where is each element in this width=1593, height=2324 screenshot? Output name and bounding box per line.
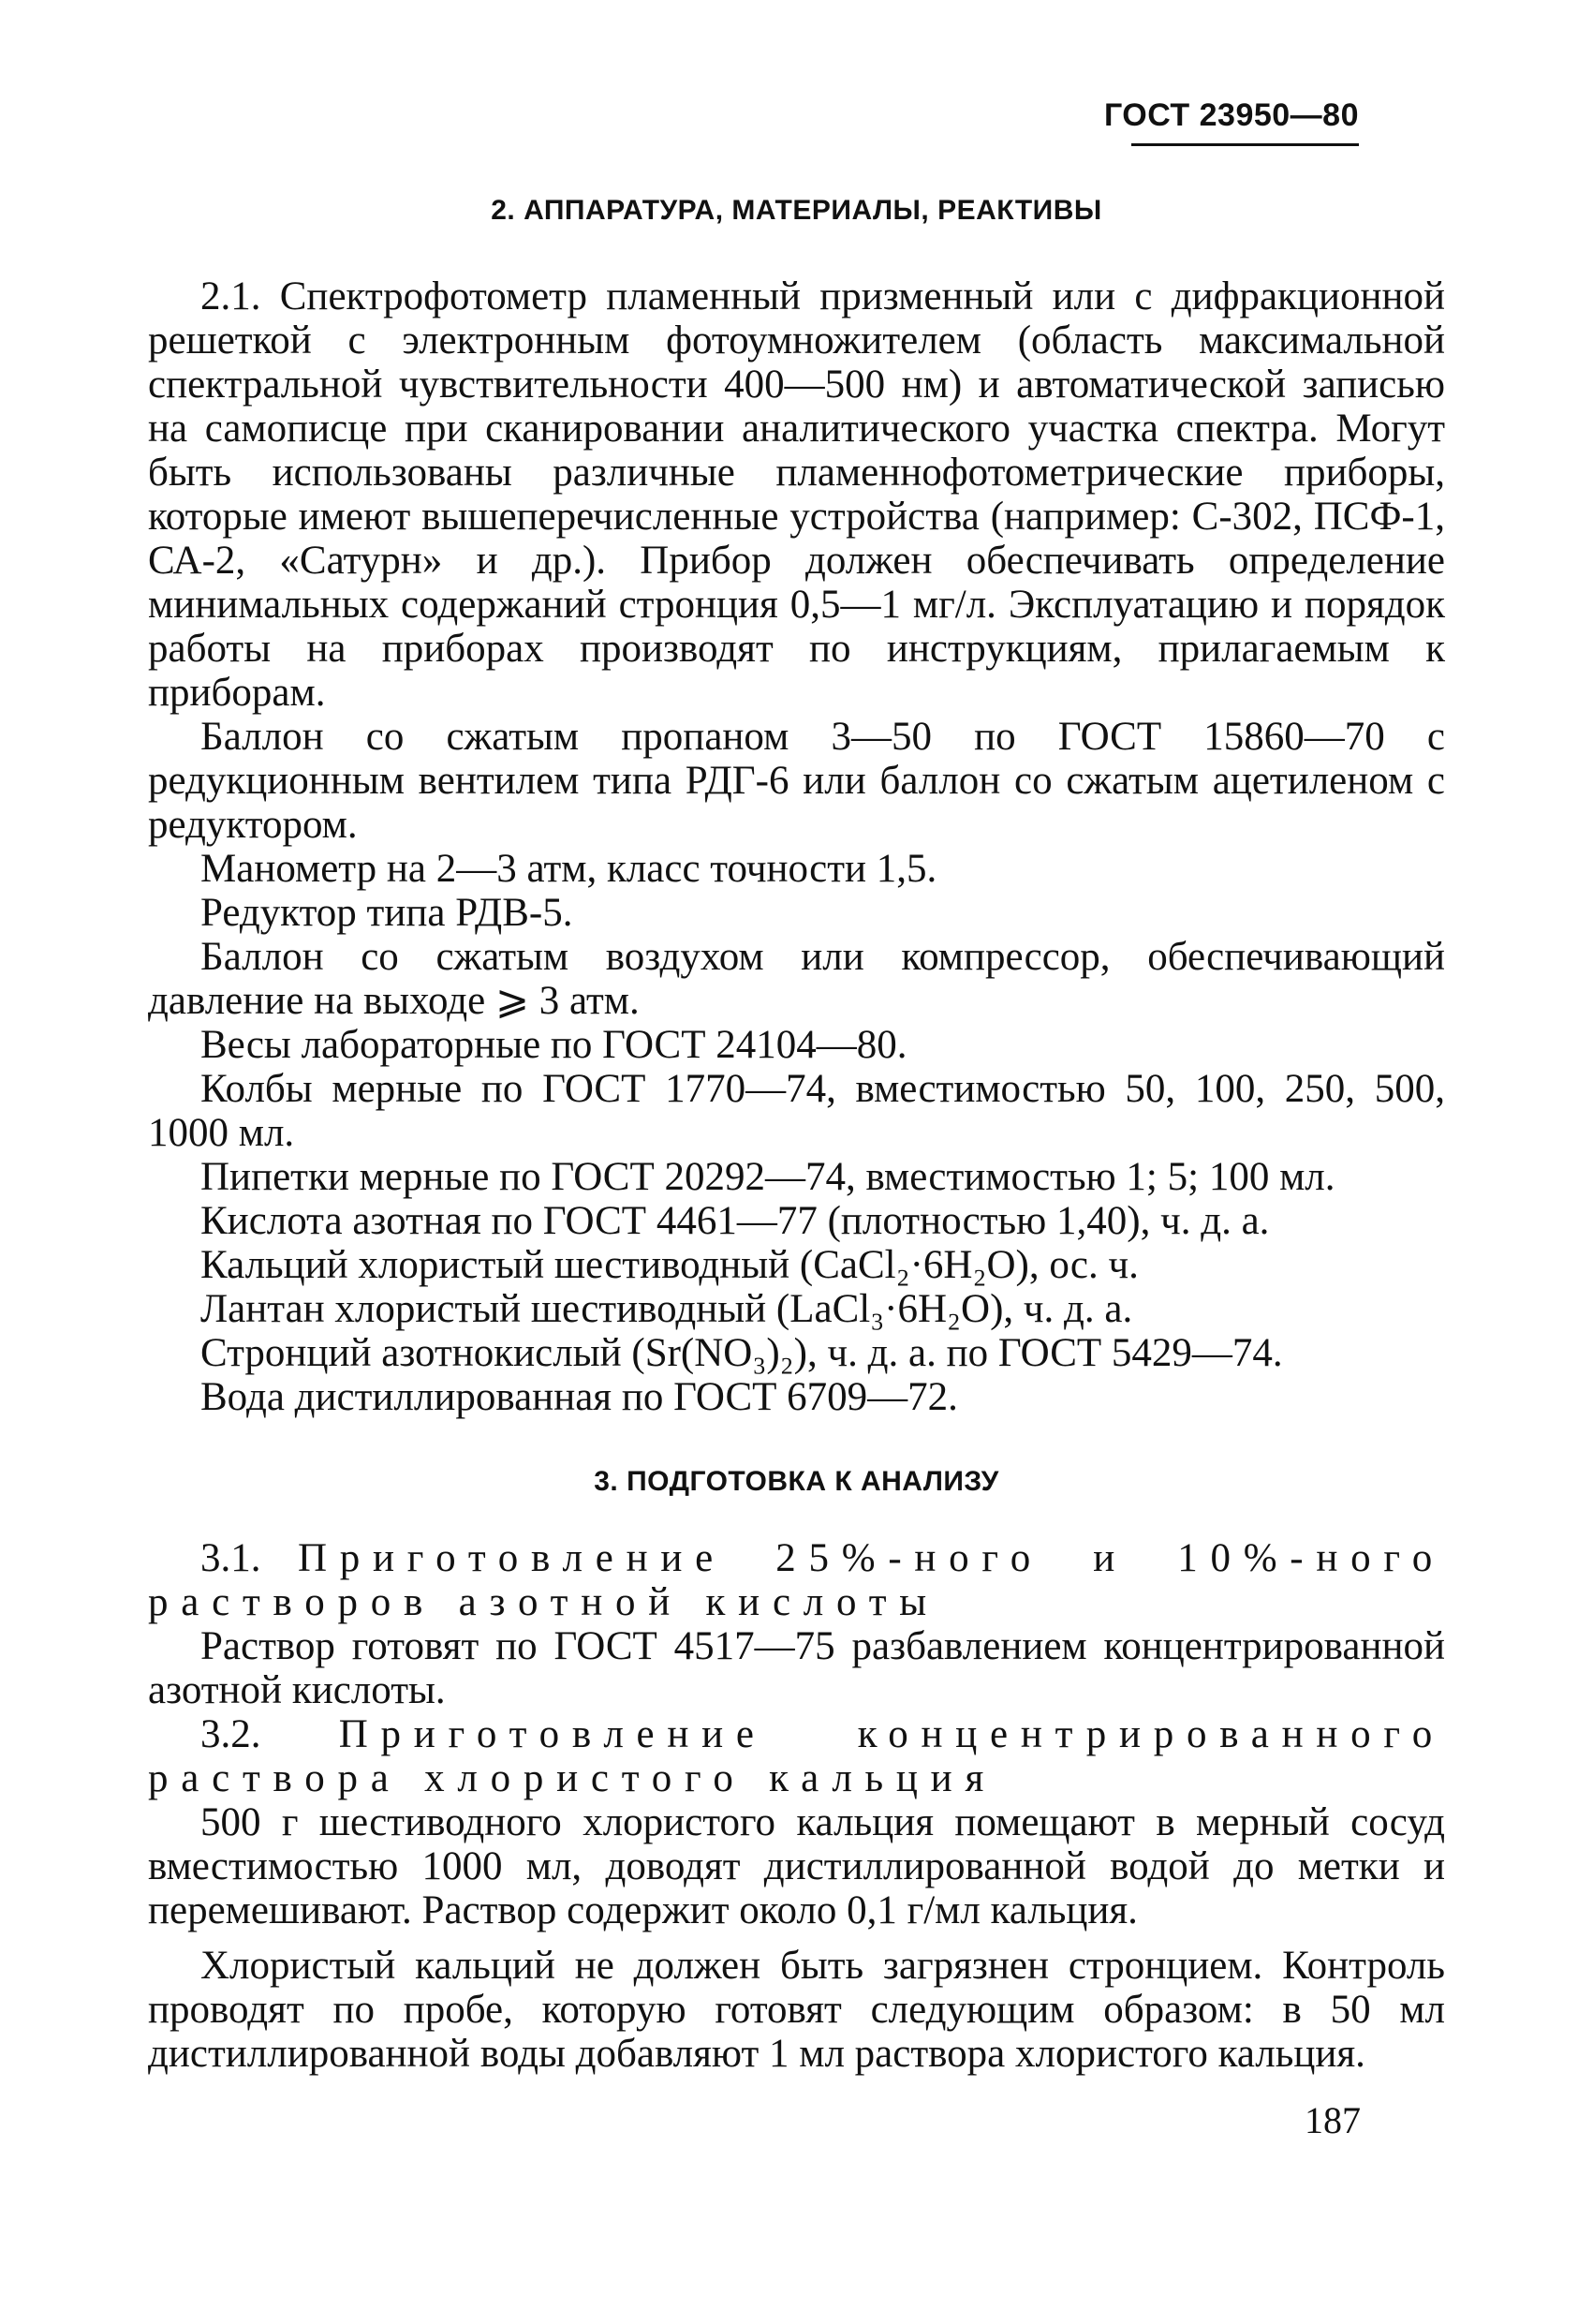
paragraph-manometer: Манометр на 2—3 атм, класс точности 1,5. xyxy=(200,847,937,891)
item-3-2-heading xyxy=(148,1712,1445,1800)
item-3-1-heading xyxy=(148,1536,1445,1624)
paragraph-propane: Баллон со сжатым пропаном 3—50 по ГОСТ 15860—70 с редукционным вентилем типа РДГ-6 или баллон со сжатым ацетиленом с редуктором. xyxy=(148,715,1445,847)
item-3-1-title: Приготовление 25%-ного и 10%-ного растворов азотной кислоты xyxy=(148,1536,1446,1624)
paragraph-scales: Весы лабораторные по ГОСТ 24104—80. xyxy=(200,1023,907,1067)
paragraph-nitric-acid: Кислота азотная по ГОСТ 4461—77 (плотностью 1,40), ч. д. а. xyxy=(200,1199,1270,1243)
section-2-body xyxy=(148,274,1445,1419)
paragraph-reducer: Редуктор типа РДВ-5. xyxy=(200,891,573,935)
item-3-2-number: 3.2. xyxy=(200,1712,261,1756)
item-3-2-text: 500 г шестиводного хлористого кальция помещают в мерный сосуд вместимостью 1000 мл, доводят дистиллированной водой до метки и перемешивают. Раствор содержит около 0,1 г/мл кальция. xyxy=(148,1800,1445,1932)
paragraph-air: Баллон со сжатым воздухом или компрессор, обеспечивающий давление на выходе ⩾ 3 атм. xyxy=(148,935,1445,1023)
item-3-1-number: 3.1. xyxy=(200,1536,261,1580)
section-3-body xyxy=(148,1536,1445,2076)
header-rule xyxy=(1131,143,1359,146)
paragraph-water: Вода дистиллированная по ГОСТ 6709—72. xyxy=(200,1375,958,1419)
section-3-heading: 3. ПОДГОТОВКА К АНАЛИЗУ xyxy=(594,1466,999,1497)
paragraph-strontium-nitrate: Стронций азотнокислый (Sr(NO₃)₂), ч. д. а. по ГОСТ 5429—74. xyxy=(200,1331,1283,1375)
running-header: ГОСТ 23950—80 xyxy=(1103,97,1359,133)
paragraph-lanthanum-chloride: Лантан хлористый шестиводный (LaCl₃·6H₂O), ч. д. а. xyxy=(200,1287,1133,1331)
item-3-1-text: Раствор готовят по ГОСТ 4517—75 разбавлением концентрированной азотной кислоты. xyxy=(148,1624,1445,1712)
section-2-heading: 2. АППАРАТУРА, МАТЕРИАЛЫ, РЕАКТИВЫ xyxy=(491,195,1102,226)
item-3-2-note: Хлористый кальций не должен быть загрязнен стронцием. Контроль проводят по пробе, которую готовят следующим образом: в 50 мл дистиллированной воды добавляют 1 мл раствора хлористого кальция. xyxy=(148,1944,1445,2076)
paragraph-pipettes: Пипетки мерные по ГОСТ 20292—74, вместимостью 1; 5; 100 мл. xyxy=(200,1155,1335,1199)
item-3-2-title: Приготовление концентрированного раствора хлористого кальция xyxy=(148,1712,1445,1800)
paragraph-flasks: Колбы мерные по ГОСТ 1770—74, вместимостью 50, 100, 250, 500, 1000 мл. xyxy=(148,1067,1445,1155)
paragraph-2-1: 2.1. Спектрофотометр пламенный призменный или с дифракционной решеткой с электронным фотоумножителем (область максимальной спектральной чувствительности 400—500 нм) и автоматической записью на самописце при сканировании аналитического участка спектра. Могут быть использованы различные пламеннофотометрические приборы, которые имеют вышеперечисленные устройства (например: С-302, ПСФ-1, СА-2, «Сатурн» и др.). Прибор должен обеспечивать определение минимальных содержаний стронция 0,5—1 мг/л. Эксплуатацию и порядок работы на приборах производят по инструкциям, прилагаемым к приборам. xyxy=(148,274,1445,715)
page-number: 187 xyxy=(1305,2099,1361,2141)
paragraph-calcium-chloride: Кальций хлористый шестиводный (CaCl₂·6H₂O), ос. ч. xyxy=(200,1243,1139,1287)
